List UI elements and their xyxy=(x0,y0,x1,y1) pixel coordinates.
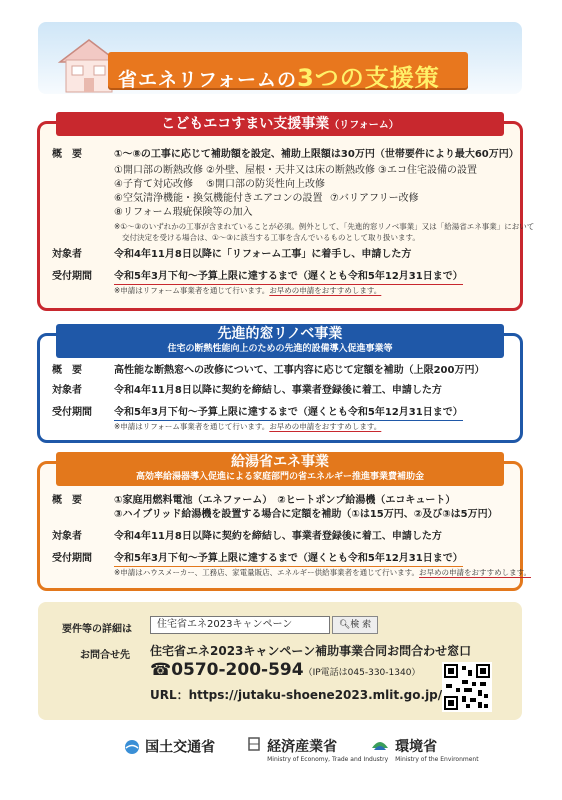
kodomo-item: ②外壁、屋根・天井又は床の断熱改修 xyxy=(206,165,375,176)
phone-number: ☎0570-200-594（IP電話は045-330-1340） xyxy=(150,660,421,680)
kodomo-item: ⑦バリアフリー改修 xyxy=(330,193,419,204)
contact-name: 住宅省エネ2023キャンペーン補助事業合同お問合わせ窓口 xyxy=(150,644,472,658)
kodomo-period-note: ※申請はリフォーム事業者を通じて行います。お早めの申請をおすすめします。 xyxy=(114,286,382,295)
contact-footer xyxy=(38,602,522,720)
kodomo-note-2: 交付決定を受ける場合は、①〜③に該当する工事を含んでいるものとして取り扱います。 xyxy=(122,233,420,242)
kodomo-item: ⑥空気清浄機能・換気機能付きエアコンの設置 xyxy=(114,193,323,204)
kodomo-eco-title: こどもエコすまい支援事業（リフォーム） xyxy=(56,112,504,136)
qr-code-icon xyxy=(442,662,492,712)
mlit-emblem-icon xyxy=(124,739,140,755)
kyuto-title: 給湯省エネ事業 高効率給湯器導入促進による家庭部門の省エネルギー推進事業費補助金 xyxy=(56,452,504,486)
search-icon: 🔍︎ xyxy=(338,620,351,630)
mlit-logo: 国土交通省 xyxy=(124,736,215,770)
env-logo: 環境省 Ministry of the Environment xyxy=(370,736,479,770)
kodomo-item: ⑤開口部の防災性向上改修 xyxy=(206,179,325,190)
details-label: 要件等の詳細は xyxy=(62,624,132,635)
search-button[interactable]: 🔍︎検 索 xyxy=(332,616,378,634)
mado-renove-section: 先進的窓リノベ事業 住宅の断熱性能向上のための先進的設備導入促進事業等 概 要 高性能な断熱窓への改修について、工事内容に応じて定額を補助（上限200万円） 対象者 令和4年11月8日以降に契約を締結し、事業者登録後に着工、申請した方 受付期間 令和5年3月下旬〜予算上限に達するまで（遅くとも令和5年12月31日まで） ※申請はリフォーム事業者を通じて行います。お早めの申請をおすすめします。 xyxy=(37,333,523,443)
kyuto-period-note: ※申請はハウスメーカー、工務店、家電量販店、エネルギー供給事業者を通じて行います。お早めの申請をおすすめします。 xyxy=(114,568,531,577)
phone-icon: ☎ xyxy=(150,660,172,680)
page-title: 省エネリフォームの3つの支援策 xyxy=(118,64,440,92)
meti-logo: 経済産業省 Ministry of Economy, Trade and Industry xyxy=(246,736,388,770)
kodomo-item: ⑧リフォーム瑕疵保険等の加入 xyxy=(114,207,253,218)
mado-renove-title: 先進的窓リノベ事業 住宅の断熱性能向上のための先進的設備導入促進事業等 xyxy=(56,324,504,358)
website-url[interactable]: URL：https://jutaku-shoene2023.mlit.go.jp/ xyxy=(150,688,443,702)
kodomo-item: ③エコ住宅設備の設置 xyxy=(378,165,477,176)
kyuto-gaiyou-line2: ③ハイブリッド給湯機を設置する場合に定額を補助（①は15万円、②及び③は5万円） xyxy=(114,509,498,520)
mado-period-note: ※申請はリフォーム事業者を通じて行います。お早めの申請をおすすめします。 xyxy=(114,422,382,431)
search-input[interactable]: 住宅省エネ2023キャンペーン xyxy=(150,616,330,634)
contact-label: お問合せ先 xyxy=(80,650,130,661)
kodomo-eco-section: こどもエコすまい支援事業（リフォーム） 概 要 ①〜⑧の工事に応じて補助額を設定、補助上限額は30万円（世帯要件により最大60万円） ①開口部の断熱改修 ②外壁、屋根・天井又は床の断熱改修 ③エコ住宅設備の設置 ④子育て対応改修 ⑤開口部の防災性向上改修 ⑥空気清浄機能・換気機能付きエアコンの設置 ⑦バリアフリー改修 ⑧リフォーム瑕疵保険等の加入 ※①〜③のいずれかの工事が含まれていることが必須。例外として、「先進的窓リノベ事業」又は「給湯省エネ事業」において 交付決定を受ける場合は、①〜③に該当する工事を含んでいるものとして取り扱います。 対象者 令和4年11月8日以降に「リフォーム工事」に着手し、申請した方 受付期間 令和5年3月下旬〜予算上限に達するまで（遅くとも令和5年12月31日まで） ※申請はリフォーム事業者を通じて行います。お早めの申請をおすすめします。 xyxy=(37,121,523,311)
kyuto-section: 給湯省エネ事業 高効率給湯器導入促進による家庭部門の省エネルギー推進事業費補助金 概 要 ①家庭用燃料電池（エネファーム） ②ヒートポンプ給湯機（エコキュート） ③ハイブリッド給湯機を設置する場合に定額を補助（①は15万円、②及び③は5万円） 対象者 令和4年11月8日以降に契約を締結し、事業者登録後に着工、申請した方 受付期間 令和5年3月下旬〜予算上限に達するまで（遅くとも令和5年12月31日まで） ※申請はハウスメーカー、工務店、家電量販店、エネルギー供給事業者を通じて行います。お早めの申請をおすすめします。 xyxy=(37,461,523,591)
kodomo-item: ①開口部の断熱改修 xyxy=(114,165,203,176)
kodomo-note-1: ※①〜③のいずれかの工事が含まれていることが必須。例外として、「先進的窓リノベ事業」又は「給湯省エネ事業」において xyxy=(114,222,535,231)
meti-emblem-icon xyxy=(246,736,262,752)
kodomo-item: ④子育て対応改修 xyxy=(114,179,193,190)
env-emblem-icon xyxy=(370,736,390,752)
